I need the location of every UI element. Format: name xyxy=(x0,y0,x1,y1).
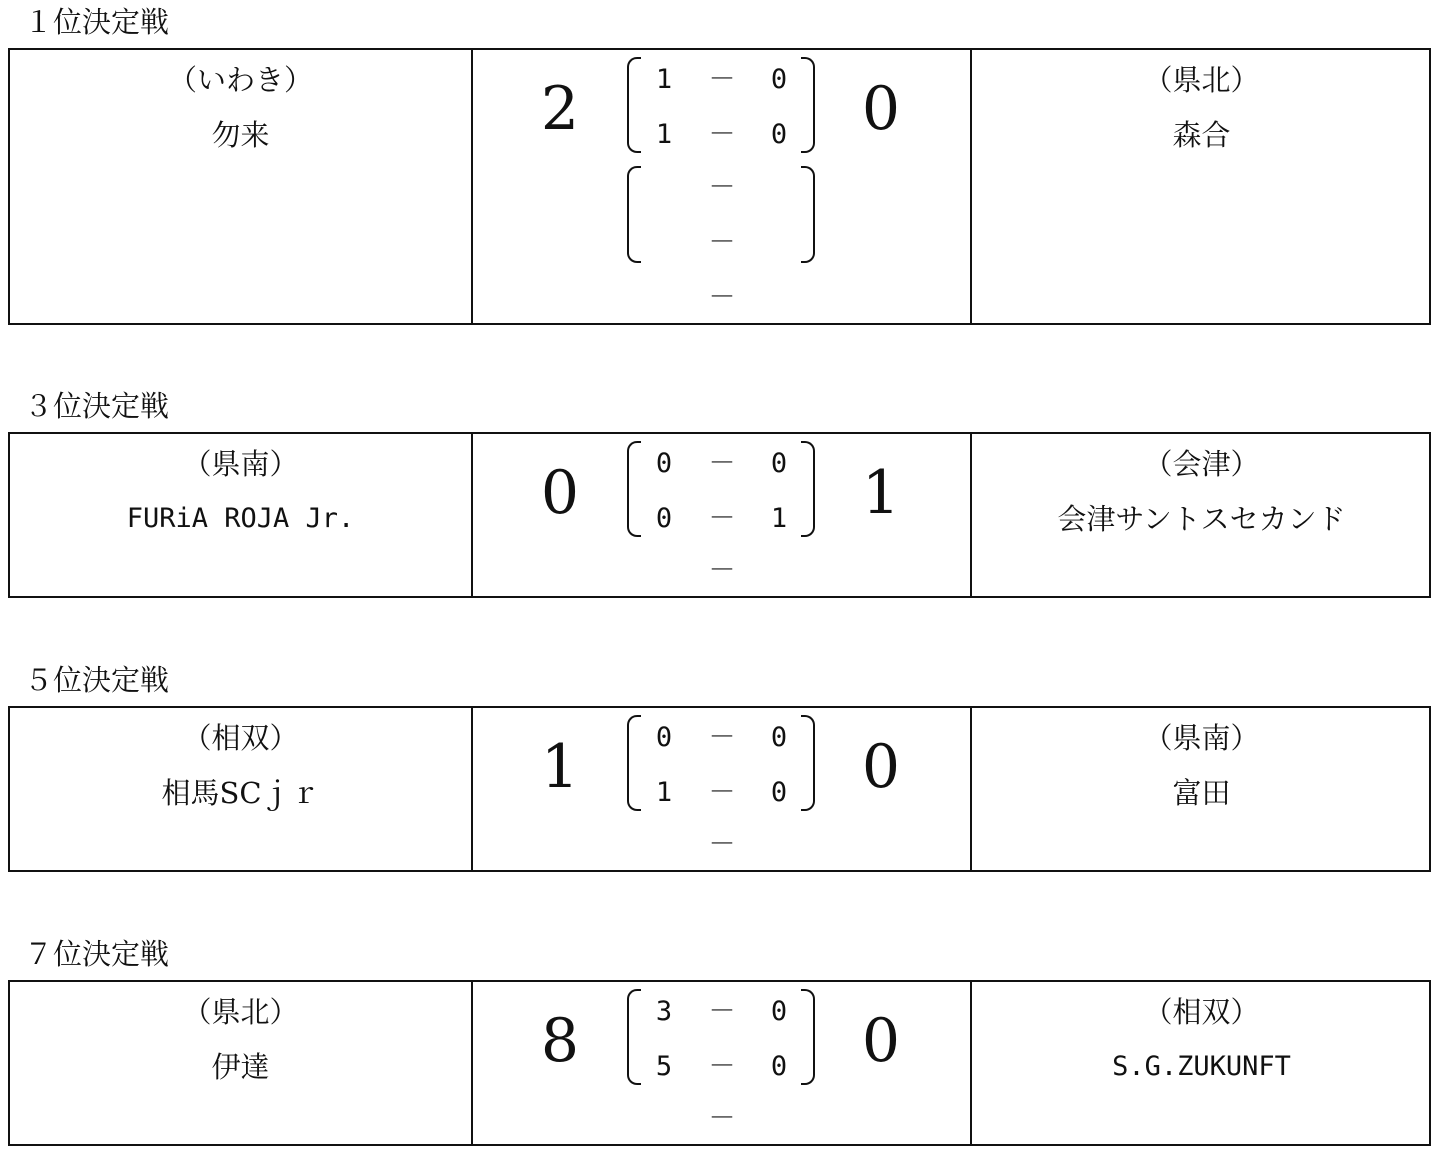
regulation-bracket-open xyxy=(627,715,641,811)
first-half-home-score: 0 xyxy=(655,448,673,479)
away-team-region: （会津） xyxy=(1143,447,1260,481)
away-total-score: 0 xyxy=(861,1006,901,1076)
away-team-region: （県南） xyxy=(1143,721,1260,755)
home-total-score: 1 xyxy=(540,732,580,802)
first-half-away-score: 0 xyxy=(770,722,788,753)
away-team-name: 会津サントスセカンド xyxy=(1057,502,1346,536)
away-team-cell xyxy=(970,708,1431,870)
first-half-separator: － xyxy=(708,722,736,753)
away-team-name: S.G.ZUKUNFT xyxy=(1112,1051,1291,1082)
away-team-cell xyxy=(970,434,1431,596)
match-table xyxy=(8,706,1431,872)
first-half-separator: － xyxy=(708,64,736,95)
second-half-home-score: 5 xyxy=(655,1051,673,1082)
match-title: ７位決定戦 xyxy=(24,937,170,971)
away-team-name: 森合 xyxy=(1172,118,1231,152)
home-total-score: 0 xyxy=(540,458,580,528)
home-team-region: （県北） xyxy=(182,995,299,1029)
away-team-region: （県北） xyxy=(1143,63,1260,97)
second-half-separator: － xyxy=(708,119,736,150)
second-half-away-score: 0 xyxy=(770,1051,788,1082)
second-half-separator: － xyxy=(708,503,736,534)
match-title: ５位決定戦 xyxy=(24,663,170,697)
home-team-name: 相馬SCｊｒ xyxy=(161,776,320,810)
regulation-bracket-open xyxy=(627,57,641,153)
first-half-away-score: 0 xyxy=(770,448,788,479)
regulation-bracket-open xyxy=(627,441,641,537)
first-half-home-score: 0 xyxy=(655,722,673,753)
second-half-away-score: 0 xyxy=(770,777,788,808)
away-team-name: 富田 xyxy=(1172,776,1231,810)
home-team-region: （いわき） xyxy=(167,63,313,97)
home-team-cell xyxy=(10,434,473,596)
regulation-bracket-open xyxy=(627,989,641,1085)
home-team-cell xyxy=(10,708,473,870)
home-total-score: 2 xyxy=(540,74,580,144)
pk-separator: － xyxy=(708,555,736,586)
second-half-home-score: 0 xyxy=(655,503,673,534)
away-total-score: 0 xyxy=(861,732,901,802)
extra-time-bracket-close xyxy=(801,166,815,263)
extra-time-bracket-open xyxy=(627,166,641,263)
first-half-separator: － xyxy=(708,996,736,1027)
second-half-separator: － xyxy=(708,777,736,808)
match-table xyxy=(8,980,1431,1146)
first-half-away-score: 0 xyxy=(770,64,788,95)
pk-separator: － xyxy=(708,829,736,860)
home-team-name: 伊達 xyxy=(211,1050,270,1084)
match-table xyxy=(8,48,1431,325)
match-title: ３位決定戦 xyxy=(24,389,170,423)
second-half-home-score: 1 xyxy=(655,777,673,808)
first-half-separator: － xyxy=(708,448,736,479)
extra-first-separator: － xyxy=(708,172,736,203)
pk-separator: － xyxy=(708,1103,736,1134)
match-table xyxy=(8,432,1431,598)
second-half-home-score: 1 xyxy=(655,119,673,150)
second-half-separator: － xyxy=(708,1051,736,1082)
first-half-away-score: 0 xyxy=(770,996,788,1027)
away-team-region: （相双） xyxy=(1143,995,1260,1029)
home-team-name: FURiA ROJA Jr. xyxy=(126,503,355,534)
regulation-bracket-close xyxy=(801,715,815,811)
home-team-cell xyxy=(10,50,473,323)
home-total-score: 8 xyxy=(540,1006,580,1076)
first-half-home-score: 3 xyxy=(655,996,673,1027)
away-total-score: 1 xyxy=(861,458,901,528)
match-title: １位決定戦 xyxy=(24,5,170,39)
second-half-away-score: 0 xyxy=(770,119,788,150)
regulation-bracket-close xyxy=(801,57,815,153)
extra-second-separator: － xyxy=(708,227,736,258)
home-team-region: （相双） xyxy=(182,721,299,755)
away-total-score: 0 xyxy=(861,74,901,144)
away-team-cell xyxy=(970,982,1431,1144)
second-half-away-score: 1 xyxy=(770,503,788,534)
first-half-home-score: 1 xyxy=(655,64,673,95)
regulation-bracket-close xyxy=(801,441,815,537)
away-team-cell xyxy=(970,50,1431,323)
regulation-bracket-close xyxy=(801,989,815,1085)
home-team-cell xyxy=(10,982,473,1144)
home-team-name: 勿来 xyxy=(211,118,270,152)
pk-separator: － xyxy=(708,282,736,313)
home-team-region: （県南） xyxy=(182,447,299,481)
